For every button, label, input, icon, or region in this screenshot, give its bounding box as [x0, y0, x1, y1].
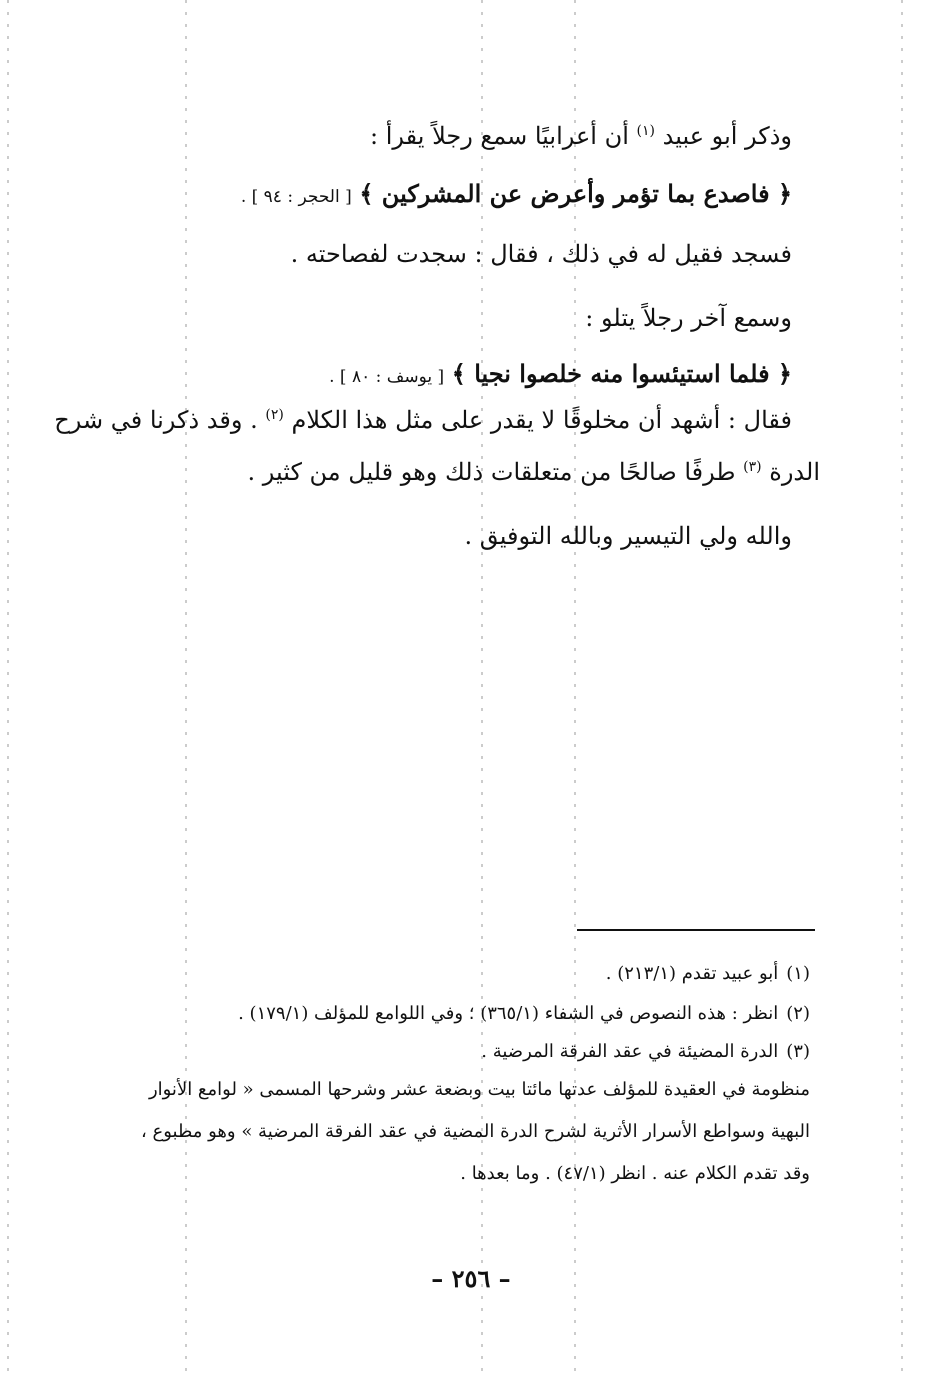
quran-verse-1-ref: [ الحجر : ٩٤ ] .	[240, 187, 352, 207]
quran-verse-2-ref: [ يوسف : ٨٠ ] .	[329, 367, 445, 387]
body-line-8	[465, 518, 792, 554]
body-line-3-text: فسجد فقيل له في ذلك ، فقال : سجدت لفصاحته .	[290, 240, 792, 268]
body-line-4-text: وسمع آخر رجلاً يتلو :	[585, 304, 792, 332]
quran-verse-1-text: ﴿ فاصدع بما تؤمر وأعرض عن المشركين ﴾	[359, 179, 792, 208]
footnote-3-line-3	[141, 1118, 810, 1146]
body-line-7	[247, 454, 820, 490]
body-line-6-after: . وقد ذكرنا في شرح	[54, 406, 258, 434]
body-line-3	[291, 236, 792, 272]
footnote-separator	[577, 929, 815, 931]
footnote-1-number: (١)	[786, 963, 810, 984]
body-line-4	[585, 300, 792, 336]
footnote-ref-1[interactable]: (١)	[636, 123, 655, 139]
page-number: – ٢٥٦ –	[431, 1264, 511, 1293]
quran-verse-1	[241, 176, 792, 215]
body-line-1-after: أن أعرابيًا سمع رجلاً يقرأ :	[370, 122, 629, 150]
footnote-1-text: أبو عبيد تقدم (٢١٣/١) .	[605, 963, 779, 984]
footnote-2	[238, 1000, 810, 1028]
footnote-3-line-2-text: منظومة في العقيدة للمؤلف عدتها مائتا بيت وبضعة عشر وشرحها المسمى « لوامع الأنوار	[148, 1079, 810, 1100]
footnote-ref-2[interactable]: (٢)	[265, 407, 284, 423]
footnote-3-line-3-text: البهية وسواطع الأسرار الأثرية لشرح الدرة المضية في عقد الفرقة المرضية » وهو مطبوع ،	[140, 1121, 810, 1142]
footnote-2-text: انظر : هذه النصوص في الشفاء (٣٦٥/١) ؛ وفي اللوامع للمؤلف (١٧٩/١) .	[238, 1003, 779, 1024]
footnote-3-number: (٣)	[786, 1041, 810, 1062]
body-line-7-text: الدرة	[769, 458, 820, 486]
footnote-3-line-4	[460, 1160, 810, 1188]
footnote-3-line-2	[149, 1076, 810, 1104]
body-line-1	[370, 118, 792, 154]
body-line-6-text: فقال : أشهد أن مخلوقًا لا يقدر على مثل هذا الكلام	[291, 406, 792, 434]
footnote-1	[606, 960, 810, 988]
footnote-2-number: (٢)	[786, 1003, 810, 1024]
quran-verse-2	[329, 356, 792, 395]
body-line-1-text: وذكر أبو عبيد	[662, 122, 792, 150]
body-line-8-text: والله ولي التيسير وبالله التوفيق .	[464, 522, 792, 550]
footnote-3-text: الدرة المضيئة في عقد الفرقة المرضية .	[481, 1041, 779, 1062]
footnote-3-line-4-text: وقد تقدم الكلام عنه . انظر (٤٧/١) . وما بعدها .	[460, 1163, 810, 1184]
body-line-6	[54, 402, 792, 438]
body-line-7-after: طرفًا صالحًا من متعلقات ذلك وهو قليل من كثير .	[247, 458, 736, 486]
quran-verse-2-text: ﴿ فلما استيئسوا منه خلصوا نجيا ﴾	[451, 359, 792, 388]
footnote-ref-3[interactable]: (٣)	[743, 459, 762, 475]
footnote-3	[481, 1038, 810, 1066]
